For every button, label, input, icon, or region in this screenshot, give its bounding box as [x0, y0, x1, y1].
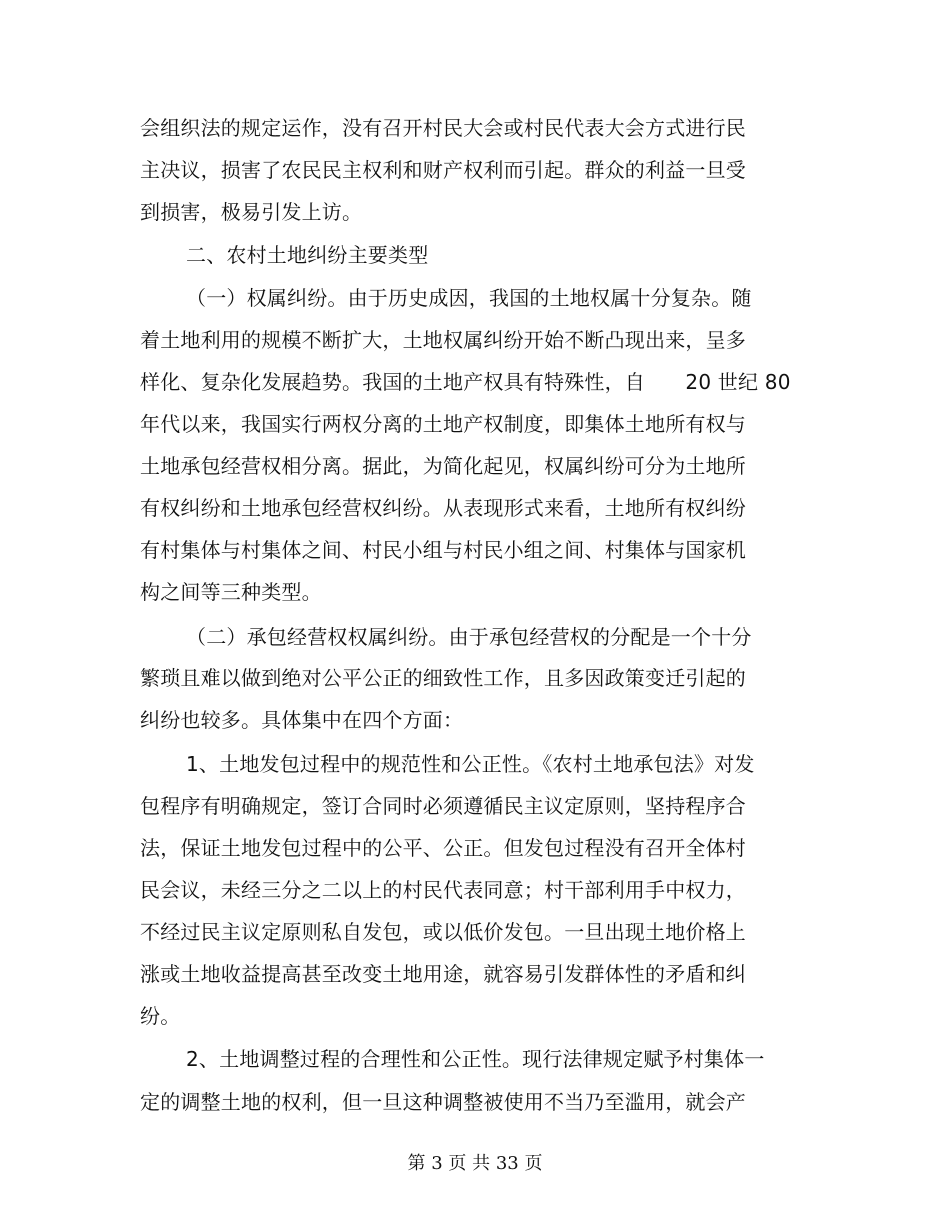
- paragraph-line: （一）权属纠纷。由于历史成因，我国的土地权属十分复杂。随: [186, 286, 752, 310]
- section-heading: 二、农村土地纠纷主要类型: [186, 243, 429, 267]
- paragraph-line: 繁琐且难以做到绝对公平公正的细致性工作，且多因政策变迁引起的: [140, 666, 746, 690]
- paragraph-line: 着土地利用的规模不断扩大，土地权属纠纷开始不断凸现出来，呈多: [140, 328, 746, 352]
- paragraph-line: （二）承包经营权权属纠纷。由于承包经营权的分配是一个十分: [186, 625, 752, 649]
- paragraph-line: 纠纷也较多。具体集中在四个方面：: [140, 708, 464, 732]
- paragraph-line: 有村集体与村集体之间、村民小组与村民小组之间、村集体与国家机: [140, 538, 746, 562]
- paragraph-line: 纷。: [140, 1004, 181, 1028]
- paragraph-line: 不经过民主议定原则私自发包，或以低价发包。一旦出现土地价格上: [140, 920, 746, 944]
- paragraph-line: 1、土地发包过程中的规范性和公正性。《农村土地承包法》对发: [186, 752, 755, 776]
- paragraph-line: 法，保证土地发包过程中的公平、公正。但发包过程没有召开全体村: [140, 836, 746, 860]
- paragraph-line: 会组织法的规定运作，没有召开村民大会或村民代表大会方式进行民: [140, 116, 746, 140]
- paragraph-line: 包程序有明确规定，签订合同时必须遵循民主议定原则，坚持程序合: [140, 794, 746, 818]
- paragraph-line: 年代以来，我国实行两权分离的土地产权制度，即集体土地所有权与: [140, 412, 746, 436]
- paragraph-line: 土地承包经营权相分离。据此，为简化起见，权属纠纷可分为土地所: [140, 454, 746, 478]
- paragraph-line: 构之间等三种类型。: [140, 580, 322, 604]
- paragraph-line: 2、土地调整过程的合理性和公正性。现行法律规定赋予村集体一: [186, 1047, 765, 1071]
- paragraph-line: 定的调整土地的权利，但一旦这种调整被使用不当乃至滥用，就会产: [140, 1090, 746, 1114]
- paragraph-line: 民会议，未经三分之二以上的村民代表同意；村干部利用手中权力，: [140, 878, 746, 902]
- page-footer: 第 3 页 共 33 页: [407, 1153, 543, 1174]
- paragraph-line: 主决议，损害了农民民主权利和财产权利而引起。群众的利益一旦受: [140, 158, 746, 182]
- paragraph-line: 样化、复杂化发展趋势。我国的土地产权具有特殊性，自 20 世纪 80: [140, 370, 791, 394]
- paragraph-line: 到损害，极易引发上访。: [140, 200, 363, 224]
- paragraph-line: 有权纠纷和土地承包经营权纠纷。从表现形式来看，土地所有权纠纷: [140, 496, 746, 520]
- paragraph-line: 涨或土地收益提高甚至改变土地用途，就容易引发群体性的矛盾和纠: [140, 962, 746, 986]
